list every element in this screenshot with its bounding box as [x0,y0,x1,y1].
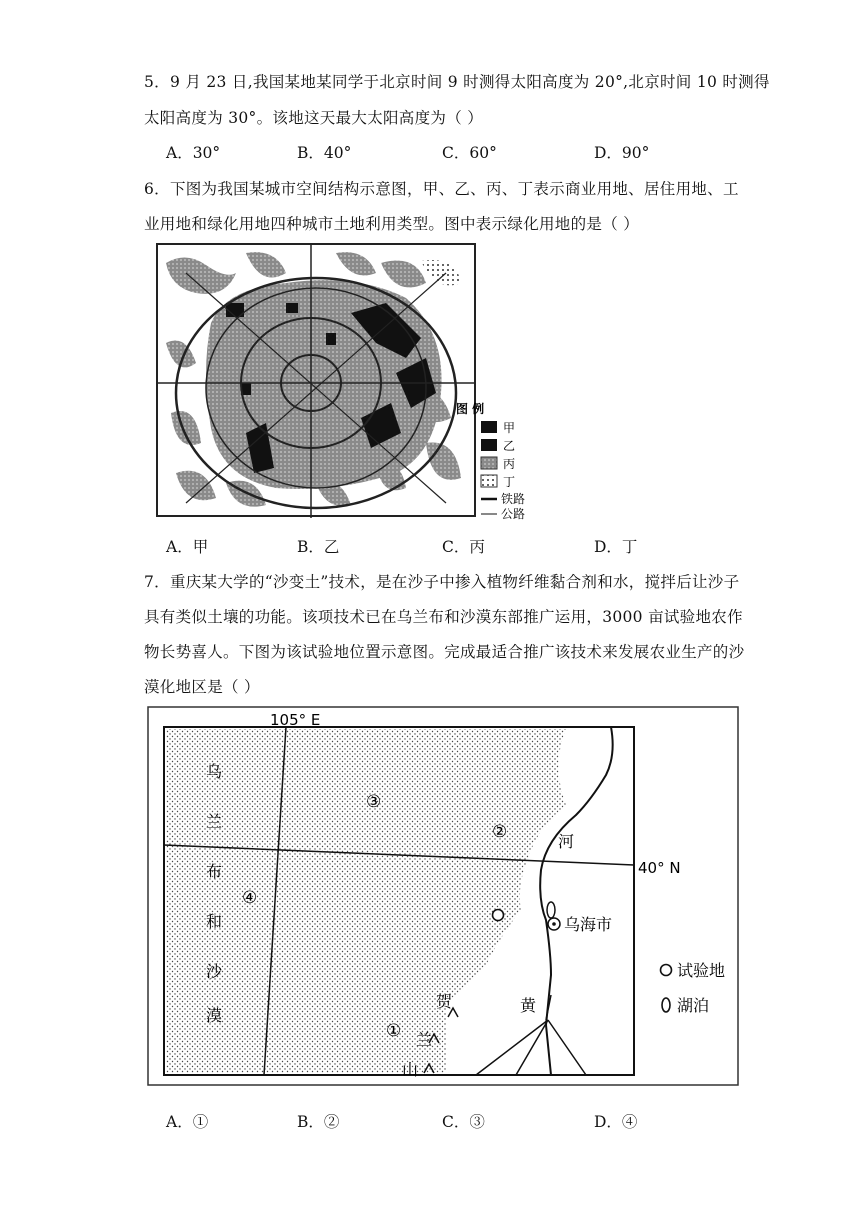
longitude-label: 105° E [270,711,321,729]
desert-char-6: 漠 [206,1006,223,1025]
desert-char-4: 和 [206,912,223,931]
q7-option-d[interactable]: D．④ [594,1113,638,1131]
mountain-char-1: 贺 [436,992,453,1011]
legend-item-railway: 铁路 [501,492,526,506]
desert-char-2: 兰 [206,812,223,831]
legend-item-bing: 丙 [503,457,516,471]
city-structure-map [156,243,536,521]
q5-text-line2: 太阳高度为 30°。该地这天最大太阳高度为（ ） [144,109,484,127]
region-label-3: ③ [366,792,382,812]
q6-option-a[interactable]: A．甲 [166,538,209,556]
desert-char-3: 布 [206,862,223,881]
q7-text-line1: 7．重庆某大学的“沙变土”技术，是在沙子中掺入植物纤维黏合剂和水，搅拌后让沙子 [144,573,740,591]
test-site-location-map [146,705,742,1089]
test-site-marker-icon [493,910,504,921]
q5-option-c[interactable]: C．60° [442,144,497,162]
q6-text-line1: 6．下图为我国某城市空间结构示意图，甲、乙、丙、丁表示商业用地、居住用地、工 [144,180,739,198]
river-char-huang: 黄 [520,996,537,1015]
q6-option-b[interactable]: B．乙 [297,538,340,556]
q7-option-b[interactable]: B．② [297,1113,340,1131]
legend-item-jia: 甲 [503,421,516,435]
q5-option-b[interactable]: B．40° [297,144,352,162]
desert-char-5: 沙 [206,962,223,981]
river-char-he: 河 [558,832,575,851]
q5-option-d[interactable]: D．90° [594,144,650,162]
legend-item-highway: 公路 [501,507,526,521]
legend-lake-label: 湖泊 [677,996,710,1015]
region-label-4: ④ [242,888,258,908]
mountain-char-3: 山 [402,1060,419,1079]
region-label-2: ② [492,822,508,842]
q7-option-a[interactable]: A．① [166,1113,209,1131]
q5-text-line1: 5．9 月 23 日,我国某地某同学于北京时间 9 时测得太阳高度为 20°,北京时间 10 时测得 [144,73,770,91]
city-label: 乌海市 [564,915,613,934]
region-label-1: ① [386,1021,402,1041]
q7-text-line3: 物长势喜人。下图为该试验地位置示意图。完成最适合推广该技术来发展农业生产的沙 [144,643,745,661]
legend-lake-icon [662,998,670,1012]
legend-item-ding: 丁 [503,475,516,489]
legend-item-yi: 乙 [503,439,516,453]
q7-option-c[interactable]: C．③ [442,1113,485,1131]
legend-title: 图 例 [456,402,485,416]
q6-text-line2: 业用地和绿化用地四种城市土地利用类型。图中表示绿化用地的是（ ） [144,215,640,233]
desert-char-1: 乌 [206,762,223,781]
lake-icon [547,902,555,918]
mountain-char-2: 兰 [416,1030,433,1049]
q6-option-d[interactable]: D．丁 [594,538,638,556]
latitude-label: 40° N [638,859,681,877]
legend-test-site-icon [661,965,672,976]
q5-option-a[interactable]: A．30° [166,144,221,162]
q7-text-line4: 漠化地区是（ ） [144,678,260,696]
legend-test-site-label: 试验地 [677,961,726,980]
q6-option-c[interactable]: C．丙 [442,538,485,556]
q7-text-line2: 具有类似土壤的功能。该项技术已在乌兰布和沙漠东部推广运用，3000 亩试验地农作 [144,608,743,626]
